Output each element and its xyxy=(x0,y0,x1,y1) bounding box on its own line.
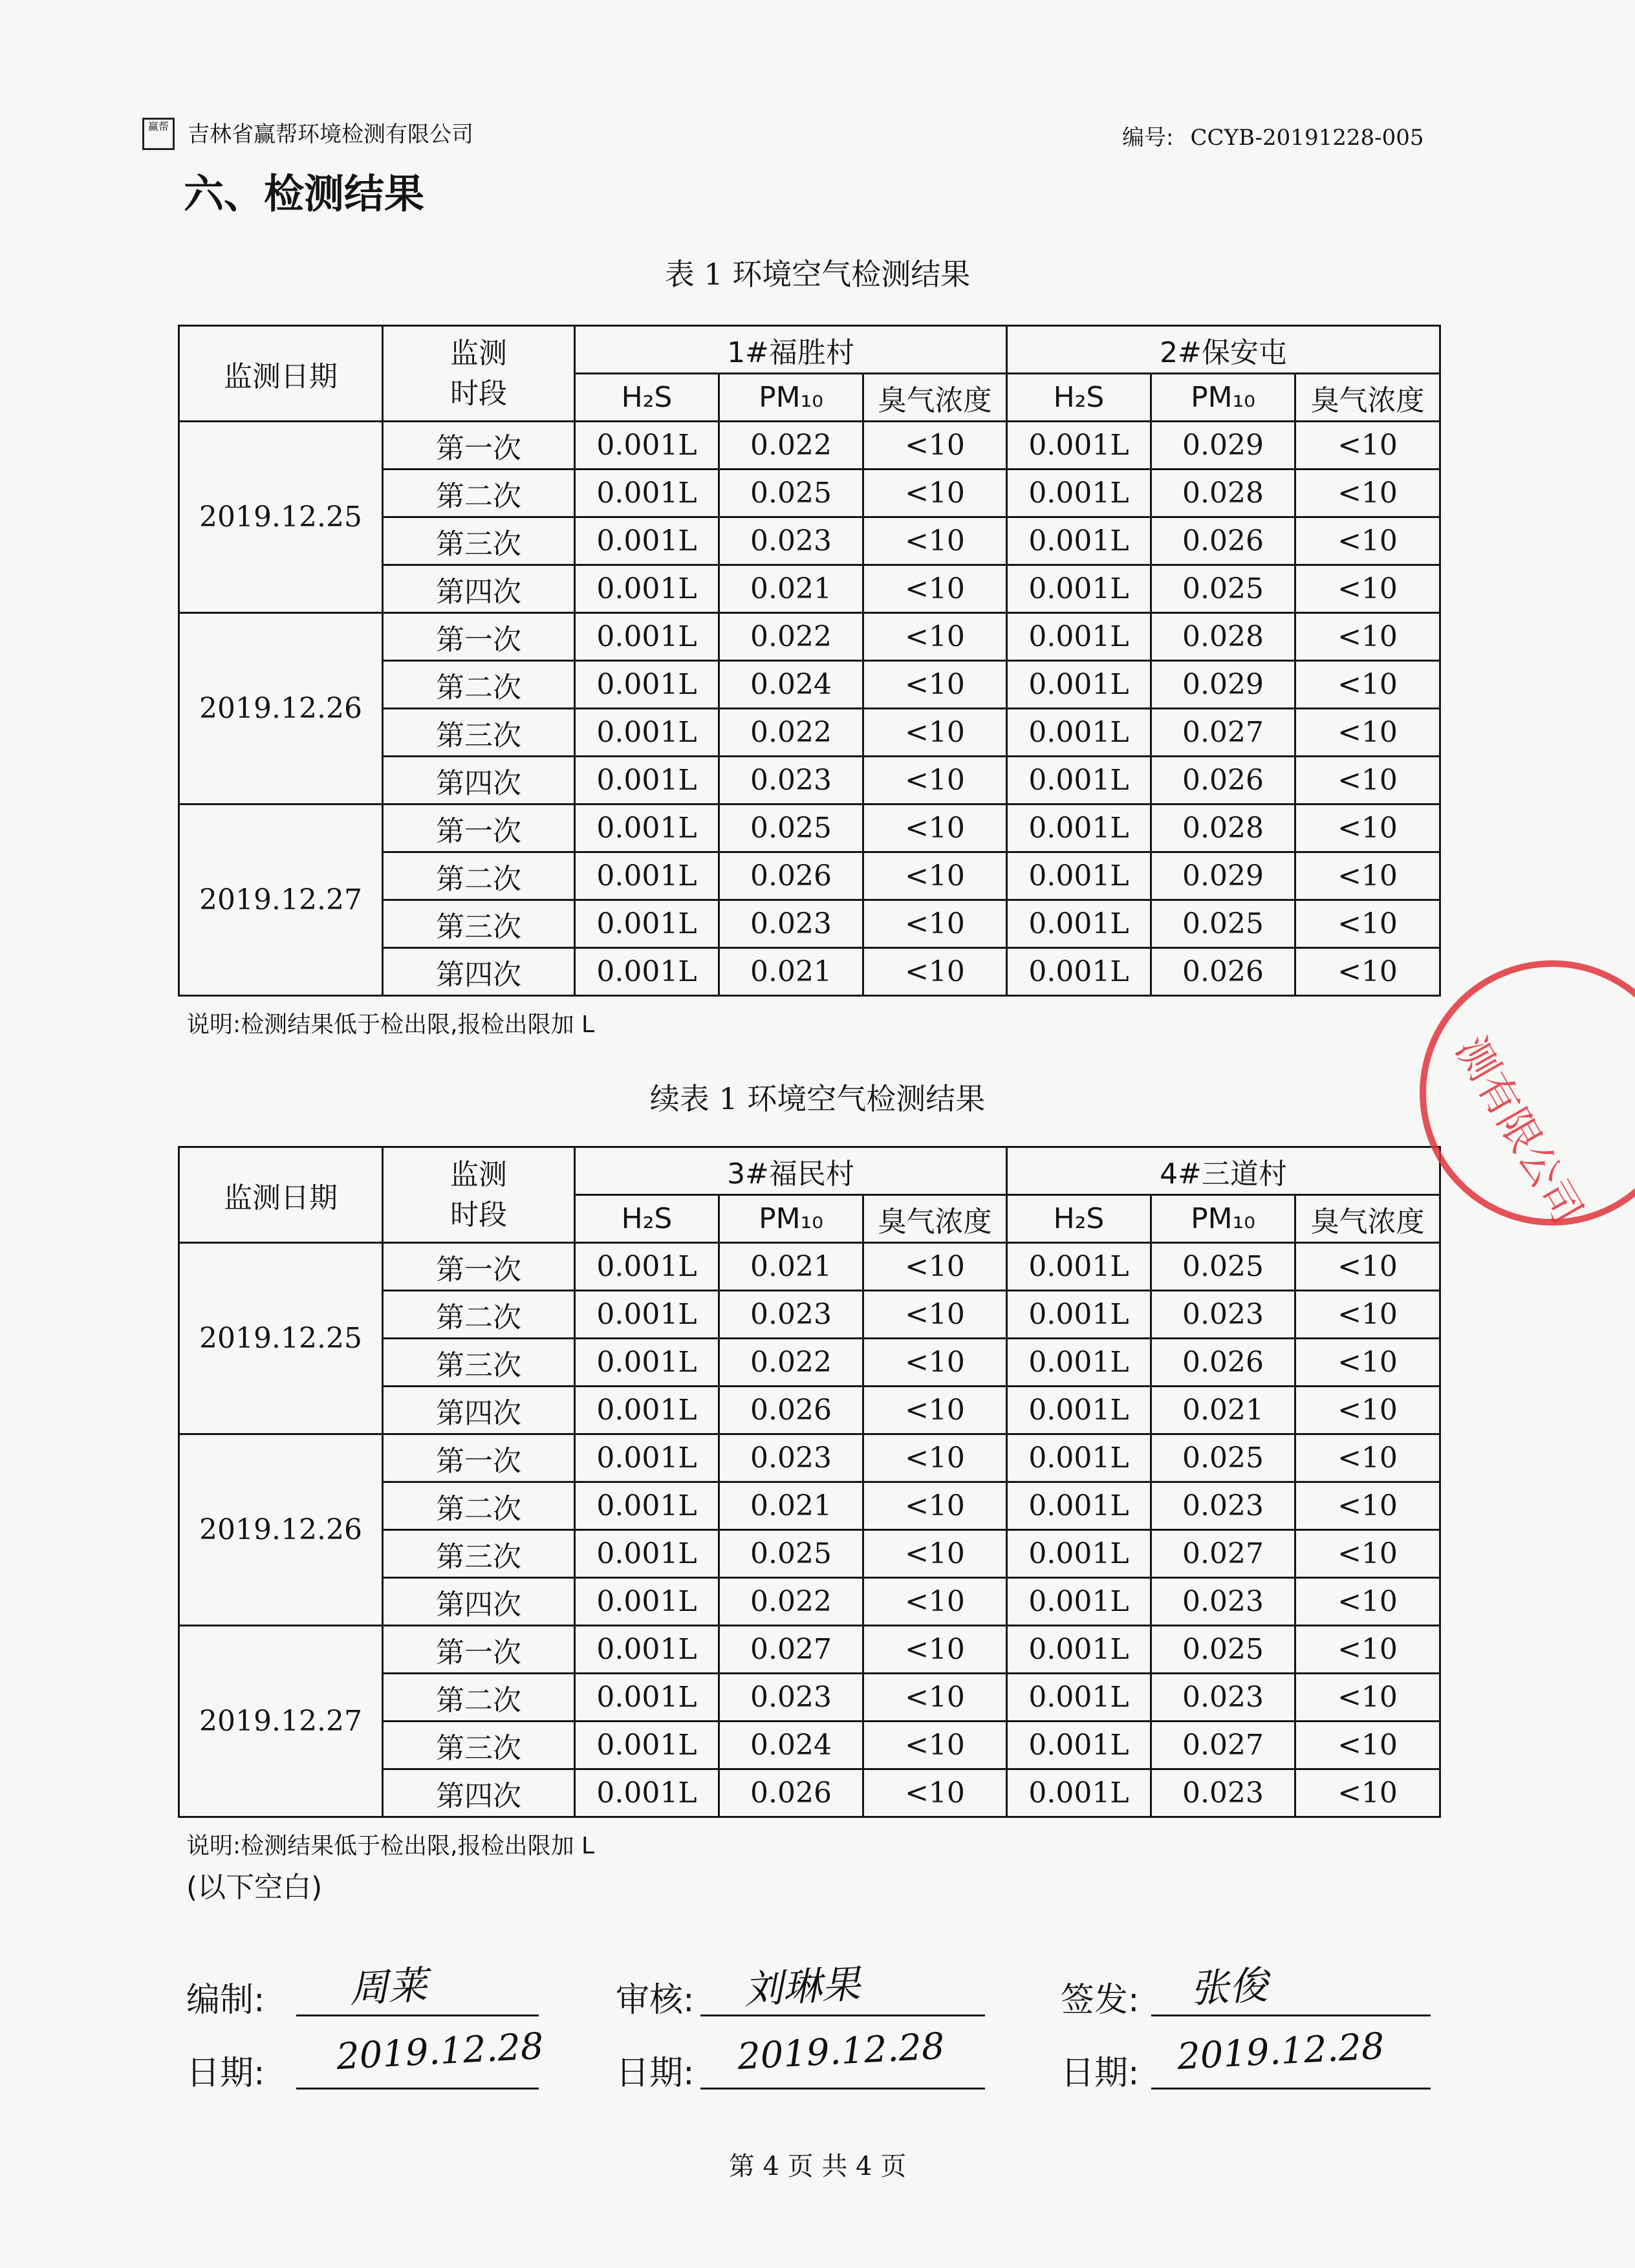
value-cell: 0.001L xyxy=(1007,470,1151,517)
value-cell: <10 xyxy=(863,1339,1007,1387)
reviewed-signature: 刘琳果 xyxy=(742,1961,861,2013)
compiled-date: 2019.12.28 xyxy=(335,2025,545,2079)
period-cell: 第一次 xyxy=(383,613,575,661)
value-cell: 0.001L xyxy=(1007,565,1151,613)
issued-signature: 张俊 xyxy=(1189,1962,1270,2013)
value-cell: <10 xyxy=(1295,1530,1440,1578)
value-cell: 0.001L xyxy=(1007,900,1151,948)
value-cell: 0.022 xyxy=(719,709,863,757)
value-cell: 0.001L xyxy=(1007,1482,1151,1530)
value-cell: 0.026 xyxy=(719,1769,863,1817)
value-cell: <10 xyxy=(863,852,1007,900)
value-cell: 0.001L xyxy=(575,1769,719,1817)
value-cell: <10 xyxy=(1295,1339,1440,1387)
value-cell: 0.026 xyxy=(719,852,863,900)
header-parameter: H₂S xyxy=(1007,374,1151,422)
value-cell: 0.001L xyxy=(1007,1674,1151,1722)
value-cell: <10 xyxy=(863,661,1007,709)
period-cell: 第一次 xyxy=(383,1243,575,1291)
value-cell: 0.023 xyxy=(719,517,863,565)
period-cell: 第二次 xyxy=(383,1674,575,1722)
period-cell: 第四次 xyxy=(383,1769,575,1817)
value-cell: 0.001L xyxy=(575,470,719,517)
value-cell: 0.021 xyxy=(1151,1387,1295,1434)
value-cell: 0.021 xyxy=(719,1482,863,1530)
value-cell: 0.001L xyxy=(1007,1291,1151,1339)
header-parameter: H₂S xyxy=(575,374,719,422)
value-cell: 0.027 xyxy=(1151,1530,1295,1578)
value-cell: <10 xyxy=(863,1387,1007,1434)
compiled-label: 编制: xyxy=(186,1981,265,2020)
value-cell: 0.001L xyxy=(1007,1578,1151,1626)
page-footer: 第 4 页 共 4 页 xyxy=(728,2152,907,2181)
value-cell: 0.001L xyxy=(1007,1339,1151,1387)
value-cell: 0.023 xyxy=(719,1674,863,1722)
value-cell: 0.025 xyxy=(1151,565,1295,613)
period-cell: 第二次 xyxy=(383,852,575,900)
header-period: 监测 时段 xyxy=(383,1147,575,1243)
value-cell: 0.024 xyxy=(719,661,863,709)
value-cell: <10 xyxy=(1295,1291,1440,1339)
period-cell: 第一次 xyxy=(383,1626,575,1674)
company-name: 吉林省赢帮环境检测有限公司 xyxy=(188,122,473,147)
date-cell: 2019.12.25 xyxy=(179,422,383,613)
value-cell: <10 xyxy=(863,1243,1007,1291)
table-caption: 续表 1 环境空气检测结果 xyxy=(649,1081,986,1116)
table-row xyxy=(179,613,1440,661)
compiled-date-label: 日期: xyxy=(186,2054,265,2093)
value-cell: 0.023 xyxy=(1151,1769,1295,1817)
reviewed-date: 2019.12.28 xyxy=(736,2025,946,2079)
value-cell: 0.001L xyxy=(575,1339,719,1387)
value-cell: 0.025 xyxy=(719,805,863,852)
value-cell: 0.023 xyxy=(1151,1674,1295,1722)
value-cell: 0.025 xyxy=(1151,1626,1295,1674)
value-cell: 0.023 xyxy=(1151,1482,1295,1530)
value-cell: <10 xyxy=(863,470,1007,517)
value-cell: <10 xyxy=(863,1434,1007,1482)
value-cell: 0.001L xyxy=(1007,757,1151,805)
value-cell: 0.001L xyxy=(575,422,719,470)
period-cell: 第三次 xyxy=(383,1722,575,1769)
period-cell: 第三次 xyxy=(383,1530,575,1578)
value-cell: <10 xyxy=(1295,805,1440,852)
header-parameter: 臭气浓度 xyxy=(863,374,1007,422)
value-cell: 0.026 xyxy=(1151,1339,1295,1387)
value-cell: 0.023 xyxy=(719,757,863,805)
results-table-continued xyxy=(178,1146,1441,1818)
table-note: 说明:检测结果低于检出限,报检出限加 L xyxy=(186,1833,595,1859)
value-cell: 0.023 xyxy=(719,1434,863,1482)
value-cell: 0.001L xyxy=(1007,1243,1151,1291)
header-parameter: 臭气浓度 xyxy=(1295,374,1440,422)
value-cell: 0.027 xyxy=(1151,1722,1295,1769)
value-cell: <10 xyxy=(863,1674,1007,1722)
date-cell: 2019.12.27 xyxy=(179,1626,383,1817)
value-cell: <10 xyxy=(1295,613,1440,661)
section-title: 六、检测结果 xyxy=(184,170,425,217)
issued-label: 签发: xyxy=(1061,1981,1140,2020)
header-parameter: PM₁₀ xyxy=(1151,374,1295,422)
value-cell: 0.001L xyxy=(575,565,719,613)
header-date: 监测日期 xyxy=(179,326,383,422)
value-cell: 0.027 xyxy=(719,1626,863,1674)
value-cell: <10 xyxy=(863,1626,1007,1674)
value-cell: 0.022 xyxy=(719,613,863,661)
period-cell: 第三次 xyxy=(383,517,575,565)
header-site: 4#三道村 xyxy=(1007,1147,1440,1195)
reviewed-date-label: 日期: xyxy=(616,2054,695,2093)
value-cell: <10 xyxy=(863,517,1007,565)
header-parameter: 臭气浓度 xyxy=(1295,1195,1440,1243)
value-cell: 0.001L xyxy=(1007,948,1151,996)
value-cell: <10 xyxy=(1295,1387,1440,1434)
value-cell: <10 xyxy=(863,1291,1007,1339)
stamp-text: 测有限公司 xyxy=(1446,1029,1592,1233)
value-cell: 0.025 xyxy=(1151,1434,1295,1482)
value-cell: 0.026 xyxy=(1151,757,1295,805)
value-cell: <10 xyxy=(1295,661,1440,709)
table-note: 说明:检测结果低于检出限,报检出限加 L xyxy=(186,1011,595,1038)
value-cell: 0.001L xyxy=(575,805,719,852)
value-cell: 0.001L xyxy=(1007,1387,1151,1434)
value-cell: 0.001L xyxy=(575,1626,719,1674)
value-cell: <10 xyxy=(863,948,1007,996)
value-cell: 0.025 xyxy=(1151,1243,1295,1291)
table-row xyxy=(179,805,1440,852)
header-site: 1#福胜村 xyxy=(575,326,1007,374)
period-cell: 第四次 xyxy=(383,757,575,805)
value-cell: 0.022 xyxy=(719,422,863,470)
value-cell: 0.001L xyxy=(1007,1769,1151,1817)
issued-date: 2019.12.28 xyxy=(1176,2025,1386,2079)
value-cell: <10 xyxy=(1295,422,1440,470)
header-parameter: H₂S xyxy=(575,1195,719,1243)
table-caption: 表 1 环境空气检测结果 xyxy=(664,257,971,292)
period-cell: 第二次 xyxy=(383,470,575,517)
table-row xyxy=(179,1434,1440,1482)
value-cell: 0.001L xyxy=(575,948,719,996)
value-cell: 0.001L xyxy=(575,517,719,565)
header-parameter: PM₁₀ xyxy=(719,1195,863,1243)
value-cell: <10 xyxy=(863,805,1007,852)
value-cell: <10 xyxy=(863,422,1007,470)
value-cell: <10 xyxy=(1295,1626,1440,1674)
value-cell: <10 xyxy=(1295,1434,1440,1482)
period-cell: 第三次 xyxy=(383,900,575,948)
issued-date-label: 日期: xyxy=(1061,2054,1140,2093)
value-cell: 0.023 xyxy=(719,900,863,948)
header-parameter: 臭气浓度 xyxy=(863,1195,1007,1243)
value-cell: 0.001L xyxy=(575,1434,719,1482)
reviewed-label: 审核: xyxy=(616,1981,695,2020)
value-cell: <10 xyxy=(863,709,1007,757)
header-parameter: PM₁₀ xyxy=(1151,1195,1295,1243)
header-date: 监测日期 xyxy=(179,1147,383,1243)
period-cell: 第四次 xyxy=(383,948,575,996)
value-cell: <10 xyxy=(1295,517,1440,565)
report-number-label: 编号: xyxy=(1122,125,1174,151)
period-cell: 第一次 xyxy=(383,1434,575,1482)
value-cell: 0.001L xyxy=(1007,1626,1151,1674)
value-cell: 0.025 xyxy=(719,1530,863,1578)
value-cell: <10 xyxy=(1295,1482,1440,1530)
value-cell: 0.001L xyxy=(1007,1434,1151,1482)
value-cell: 0.028 xyxy=(1151,470,1295,517)
value-cell: 0.021 xyxy=(719,565,863,613)
value-cell: <10 xyxy=(1295,757,1440,805)
value-cell: 0.001L xyxy=(1007,852,1151,900)
compiled-signature: 周莱 xyxy=(348,1962,429,2013)
value-cell: 0.021 xyxy=(719,1243,863,1291)
value-cell: <10 xyxy=(863,1530,1007,1578)
value-cell: 0.025 xyxy=(719,470,863,517)
value-cell: <10 xyxy=(1295,470,1440,517)
header-period: 监测 时段 xyxy=(383,326,575,422)
results-table xyxy=(178,325,1441,997)
value-cell: 0.001L xyxy=(575,757,719,805)
period-cell: 第四次 xyxy=(383,1578,575,1626)
value-cell: <10 xyxy=(863,1769,1007,1817)
header-site: 3#福民村 xyxy=(575,1147,1007,1195)
period-cell: 第一次 xyxy=(383,805,575,852)
period-cell: 第三次 xyxy=(383,1339,575,1387)
header-parameter: H₂S xyxy=(1007,1195,1151,1243)
blank-note: (以下空白) xyxy=(186,1871,323,1904)
value-cell: 0.001L xyxy=(575,1243,719,1291)
value-cell: 0.001L xyxy=(1007,1530,1151,1578)
value-cell: 0.028 xyxy=(1151,613,1295,661)
value-cell: 0.027 xyxy=(1151,709,1295,757)
value-cell: 0.023 xyxy=(719,1291,863,1339)
value-cell: <10 xyxy=(863,565,1007,613)
value-cell: 0.001L xyxy=(575,1722,719,1769)
value-cell: 0.001L xyxy=(575,1674,719,1722)
date-cell: 2019.12.26 xyxy=(179,613,383,805)
value-cell: 0.001L xyxy=(575,1387,719,1434)
value-cell: <10 xyxy=(1295,852,1440,900)
header-site: 2#保安屯 xyxy=(1007,326,1440,374)
value-cell: 0.001L xyxy=(575,852,719,900)
period-cell: 第一次 xyxy=(383,422,575,470)
period-cell: 第二次 xyxy=(383,1482,575,1530)
value-cell: <10 xyxy=(863,757,1007,805)
value-cell: 0.029 xyxy=(1151,852,1295,900)
value-cell: <10 xyxy=(1295,900,1440,948)
value-cell: 0.021 xyxy=(719,948,863,996)
value-cell: 0.001L xyxy=(1007,805,1151,852)
value-cell: <10 xyxy=(1295,1722,1440,1769)
value-cell: <10 xyxy=(863,1578,1007,1626)
value-cell: 0.001L xyxy=(575,900,719,948)
value-cell: 0.026 xyxy=(1151,517,1295,565)
value-cell: <10 xyxy=(1295,709,1440,757)
value-cell: 0.001L xyxy=(1007,1722,1151,1769)
value-cell: 0.029 xyxy=(1151,422,1295,470)
value-cell: 0.001L xyxy=(575,1291,719,1339)
header-parameter: PM₁₀ xyxy=(719,374,863,422)
value-cell: 0.029 xyxy=(1151,661,1295,709)
value-cell: <10 xyxy=(1295,948,1440,996)
value-cell: 0.001L xyxy=(575,709,719,757)
value-cell: <10 xyxy=(1295,1674,1440,1722)
value-cell: 0.001L xyxy=(575,1530,719,1578)
value-cell: 0.001L xyxy=(1007,709,1151,757)
period-cell: 第四次 xyxy=(383,565,575,613)
value-cell: 0.001L xyxy=(575,1482,719,1530)
value-cell: <10 xyxy=(863,1722,1007,1769)
value-cell: <10 xyxy=(1295,1243,1440,1291)
date-cell: 2019.12.25 xyxy=(179,1243,383,1434)
value-cell: 0.022 xyxy=(719,1578,863,1626)
value-cell: 0.022 xyxy=(719,1339,863,1387)
period-cell: 第二次 xyxy=(383,1291,575,1339)
value-cell: 0.023 xyxy=(1151,1291,1295,1339)
value-cell: 0.001L xyxy=(575,613,719,661)
date-cell: 2019.12.27 xyxy=(179,805,383,996)
value-cell: 0.028 xyxy=(1151,805,1295,852)
table-row xyxy=(179,1626,1440,1674)
value-cell: <10 xyxy=(1295,1769,1440,1817)
value-cell: <10 xyxy=(863,1482,1007,1530)
value-cell: 0.026 xyxy=(1151,948,1295,996)
report-number xyxy=(1122,120,1424,151)
period-cell: 第二次 xyxy=(383,661,575,709)
company-logo-icon: 赢帮 xyxy=(142,118,175,150)
value-cell: <10 xyxy=(1295,1578,1440,1626)
company-seal-stamp xyxy=(1410,951,1635,1235)
period-cell: 第四次 xyxy=(383,1387,575,1434)
value-cell: 0.001L xyxy=(1007,661,1151,709)
date-cell: 2019.12.26 xyxy=(179,1434,383,1626)
value-cell: 0.024 xyxy=(719,1722,863,1769)
value-cell: <10 xyxy=(863,613,1007,661)
period-cell: 第三次 xyxy=(383,709,575,757)
value-cell: 0.001L xyxy=(575,661,719,709)
report-number-value: CCYB-20191228-005 xyxy=(1190,125,1424,151)
value-cell: <10 xyxy=(1295,565,1440,613)
value-cell: 0.001L xyxy=(1007,422,1151,470)
value-cell: 0.023 xyxy=(1151,1578,1295,1626)
value-cell: 0.026 xyxy=(719,1387,863,1434)
value-cell: 0.001L xyxy=(575,1578,719,1626)
table-row xyxy=(179,422,1440,470)
table-row xyxy=(179,1243,1440,1291)
value-cell: 0.025 xyxy=(1151,900,1295,948)
value-cell: 0.001L xyxy=(1007,613,1151,661)
value-cell: <10 xyxy=(863,900,1007,948)
value-cell: 0.001L xyxy=(1007,517,1151,565)
